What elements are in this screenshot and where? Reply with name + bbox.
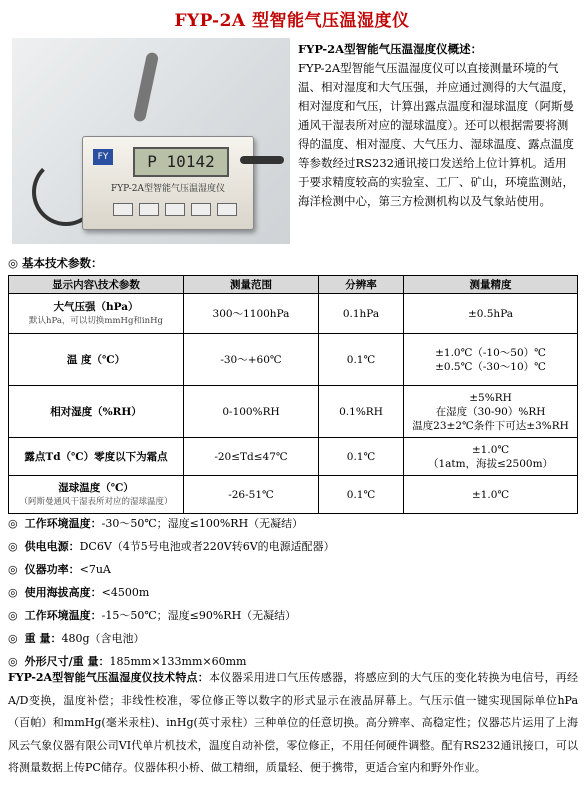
device-logo: FY [93,149,113,165]
table-row [9,438,578,476]
product-photo [12,38,290,244]
row-name: 相对湿度（%RH） [9,386,184,438]
spec-bullets [8,512,578,673]
intro-heading: FYP-2A型智能气压温湿度仪概述： [298,42,483,56]
row-name: 大气压强（hPa） [53,300,139,313]
table-row [9,386,578,438]
spec-heading: ◎ 基本技术参数： [8,256,103,270]
page-title: FYP-2A 型智能气压温湿度仪 [174,11,410,31]
col-header: 显示内容\技术参数 [9,276,184,294]
connector [240,156,284,164]
device-body [82,136,254,230]
list-item: ◎ 工作环境温度：-30～50℃；湿度≤100%RH（无凝结） [8,517,304,530]
list-item: ◎ 仪器功率：<7uA [8,563,111,576]
sensor-probe [133,52,159,123]
intro-body: FYP-2A型智能气压温湿度仪可以直接测量环境的气温、相对湿度和大气压强，并应通过测得的大气温度，相对湿度和气压，计算出露点温度和湿球温度（阿斯曼通风干湿表所对应的湿球温度）。还可以根据需要将测得的温度、相对湿度、大气压力、湿球温度、露点温度等参数经过RS232通讯接口发送给上位计算机。适用于要求精度较高的实验室、工厂、矿山，环境监测站，海洋检测中心，第三方检测机构以及气象站使用。 [298,61,574,208]
list-item: ◎ 工作环境温度：-15～50℃；湿度≤90%RH（无凝结） [8,609,297,622]
list-item: ◎ 供电电源：DC6V（4节5号电池或者220V转6V的电源适配器） [8,540,335,553]
row-acc: ±1.0℃（-10～50）℃ ±0.5℃（-30～10）℃ [404,334,578,386]
features-body: 本仪器采用进口气压传感器，将感应到的大气压的变化转换为电信号，再经A/D变换，温度补偿；非线性校准，零位修正等以数字的形式显示在液晶屏幕上。气压示值一键实现国际单位hPa （百帕）和mmHg(毫米汞柱)、inHg(英寸汞柱）三种单位的任意切换。高分辨率、高稳定性；仪器芯片运用了上海风云气象仪器有限公司VI代单片机技术，温度自动补偿，零位修正，不用任何硬件调整。配有RS232通讯接口，可以将测量数据上传PC储存。仪器体积小桥、做工精细，质量轻、便于携带，更适合室内和野外作业。 [8,671,578,774]
row-acc: ±1.0℃ [404,476,578,514]
row-name: 温 度（℃） [9,334,184,386]
row-acc: ±5%RH 在湿度（30-90）%RH 温度23±2℃条件下可达±3%RH [404,386,578,438]
row-res: 0.1℃ [319,476,404,514]
table-header [9,276,578,294]
col-header: 测量精度 [404,276,578,294]
row-acc: ±1.0℃ （1atm，海拔≤2500m） [404,438,578,476]
row-note: （阿斯曼通风干湿表所对应的湿球温度） [19,496,173,507]
col-header: 测量范围 [184,276,319,294]
row-note: 默认hPa，可以切换mmHg和inHg [29,315,163,326]
row-res: 0.1℃ [319,438,404,476]
row-name: 湿球温度（℃） [58,481,134,494]
row-res: 0.1℃ [319,334,404,386]
row-res: 0.1%RH [319,386,404,438]
table-row [9,294,578,334]
device-model-label: FYP-2A型智能气压温湿度仪 [110,184,226,194]
list-item: ◎ 重 量：480g（含电池） [8,632,145,645]
features-section [8,667,578,780]
list-item: ◎ 使用海拔高度：<4500m [8,586,150,599]
spec-table [8,275,578,514]
row-range: 0-100%RH [184,386,319,438]
row-range: -30～+60℃ [184,334,319,386]
intro-section [298,40,576,211]
row-range: -20≤Td≤47℃ [184,438,319,476]
row-name: 露点Td（℃）零度以下为霜点 [9,438,184,476]
table-row [9,334,578,386]
device-buttons [113,201,243,220]
col-header: 分辨率 [319,276,404,294]
row-range: -26-51℃ [184,476,319,514]
row-res: 0.1hPa [319,294,404,334]
features-heading: FYP-2A型智能气压温湿度仪技术特点： [8,671,209,684]
row-acc: ±0.5hPa [404,294,578,334]
table-row [9,476,578,514]
row-range: 300～1100hPa [184,294,319,334]
lcd-display: P 10142 [133,147,229,177]
list-item: ◎ 外形尺寸/重 量：185mm×133mm×60mm [8,655,247,668]
